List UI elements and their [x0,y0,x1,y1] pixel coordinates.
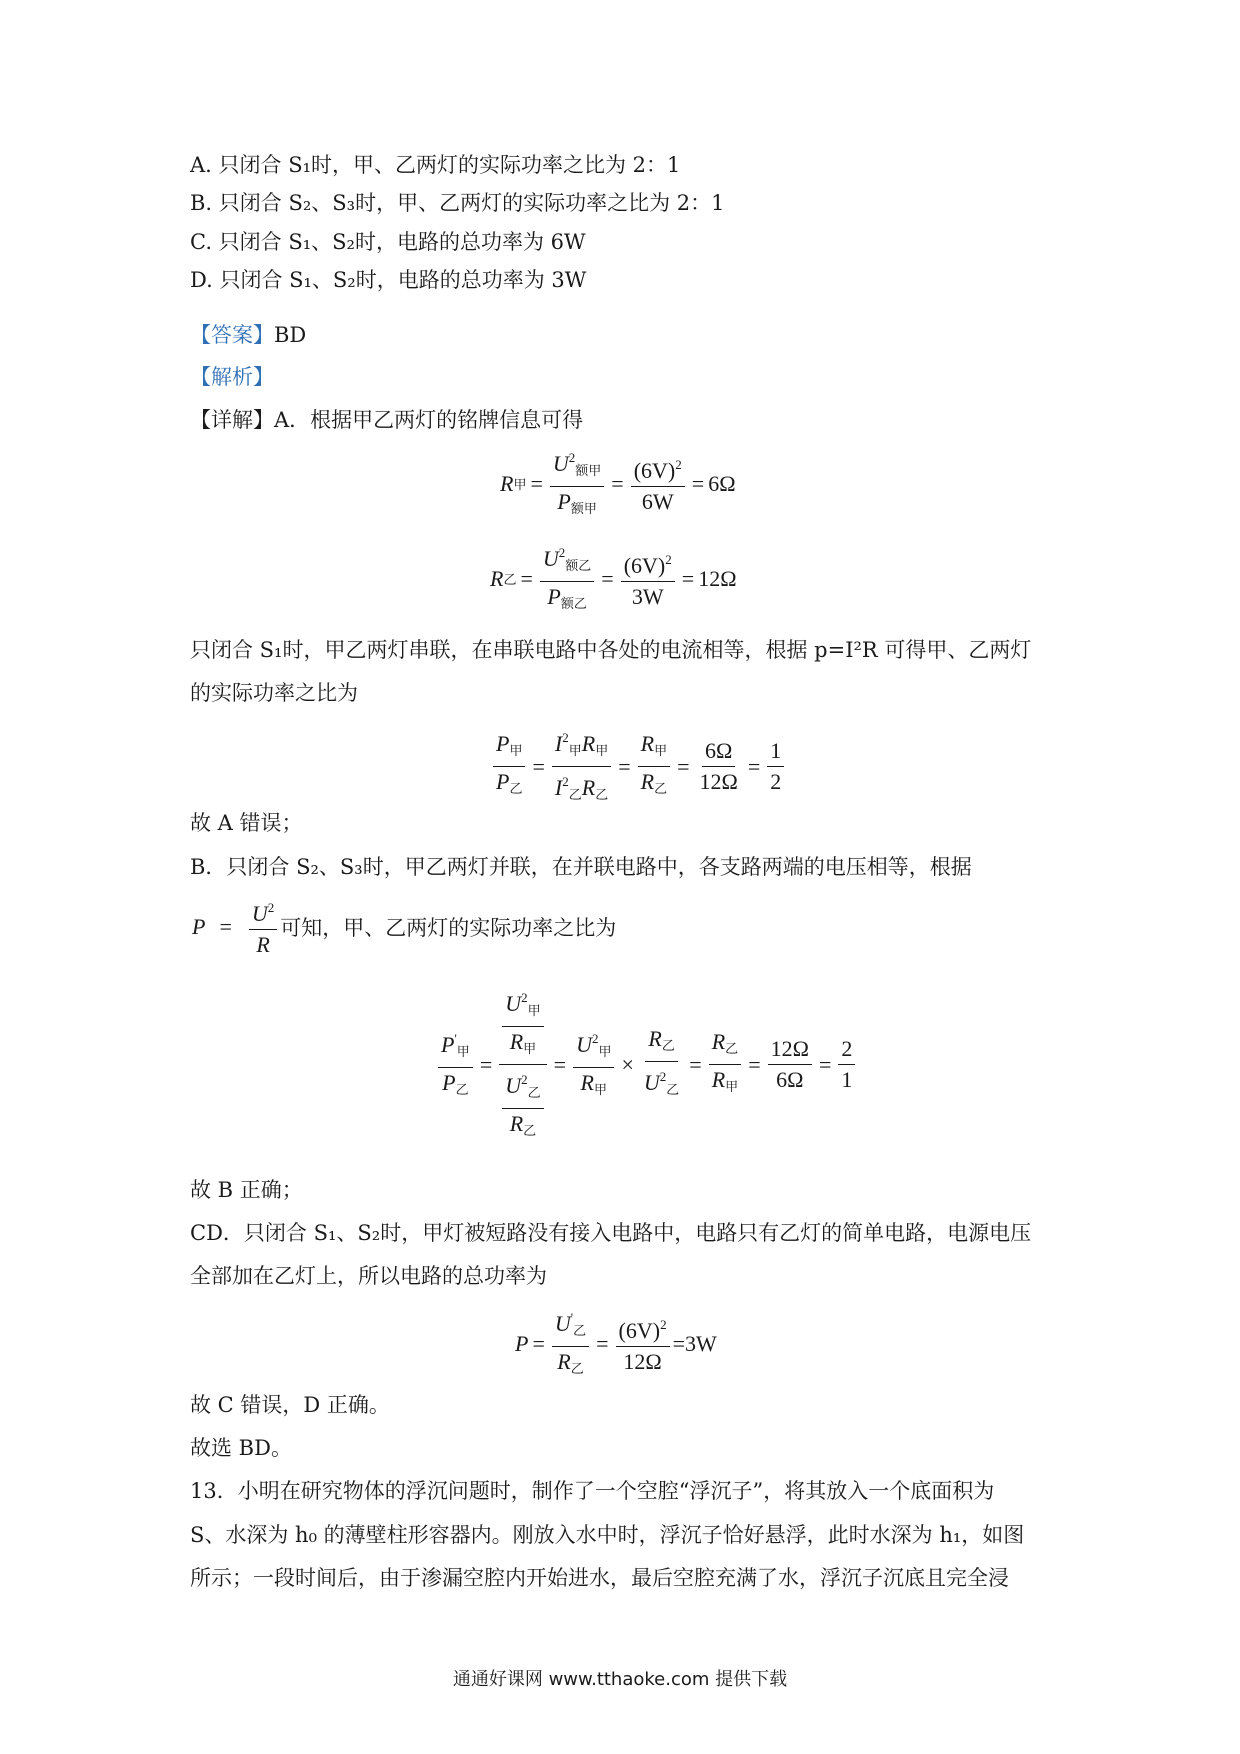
conclusion-a: 故 A 错误； [190,811,303,835]
equation-power-ratio-parallel: $\frac{P'_甲}{P_乙}$ = $\frac{\frac{U^2_甲}{R_甲}}{\frac{U^2_乙}{R_乙}}$ = $\frac{U^2_甲}{R_甲}$ × $\frac{R_乙}{U^2_乙}$ = $\frac{R_乙}{R_甲}$ = $\frac{12\Omega}{6\Omega}$ = $\frac{2}{1}$ [435,985,858,1144]
detail-line [190,405,583,435]
conclusion-cd: 故 C 错误，D 正确。 [190,1393,390,1417]
option-d: D. 只闭合 S₁、S₂时，电路的总功率为 3W [190,268,587,292]
para-b-line1: B．只闭合 S₂、S₃时，甲乙两灯并联，在并联电路中，各支路两端的电压相等，根据 [190,855,972,879]
equation-total-power: P = $\frac{U'_乙}{R_乙}$ = $\frac{(6V)^2}{12\Omega}$ =3W [515,1305,717,1382]
analysis-label: 【解析】 [190,365,274,389]
answer-value: BD [274,323,307,347]
choose-line: 故选 BD。 [190,1436,292,1460]
detail-label: 【详解】 [190,408,274,432]
para-a-line2: 的实际功率之比为 [190,681,358,705]
conclusion-b: 故 B 正确； [190,1178,303,1202]
q13-line2: S、水深为 h₀ 的薄壁柱形容器内。刚放入水中时，浮沉子恰好悬浮，此时水深为 h₁，如图 [190,1523,1025,1547]
answer-label: 【答案】 [190,323,274,347]
answer-line [190,320,306,350]
option-c: C. 只闭合 S₁、S₂时，电路的总功率为 6W [190,230,586,254]
detail-intro: A．根据甲乙两灯的铭牌信息可得 [274,408,584,432]
q13-line3: 所示；一段时间后，由于渗漏空腔内开始进水，最后空腔充满了水，浮沉子沉底且完全浸 [190,1566,1009,1590]
para-cd-line2: 全部加在乙灯上，所以电路的总功率为 [190,1264,547,1288]
option-a: A. 只闭合 S₁时，甲、乙两灯的实际功率之比为 2：1 [190,153,681,177]
q13-line1: 13．小明在研究物体的浮沉问题时，制作了一个空腔“浮沉子”，将其放入一个底面积为 [190,1479,995,1503]
footer-source: 通通好课网 www.tthaoke.com 提供下载 [452,1669,788,1690]
option-b: B. 只闭合 S₂、S₃时，甲、乙两灯的实际功率之比为 2：1 [190,191,725,215]
equation-r-yi: R 乙 = $\frac{U^2_{额乙}}{P_{额乙}}$ = $\frac{(6V)^2}{3W}$ = 12Ω [490,540,737,617]
equation-r-jia: R 甲 = $\frac{U^2_{额甲}}{P_{额甲}}$ = $\frac{(6V)^2}{6W}$ = 6Ω [500,445,736,522]
para-a-line1: 只闭合 S₁时，甲乙两灯串联，在串联电路中各处的电流相等，根据 p=I²R 可得甲、乙两灯 [190,638,1032,662]
para-b-line2-tail: 可知，甲、乙两灯的实际功率之比为 [280,915,617,940]
equation-power-ratio-series: $\frac{P_甲}{P_乙}$ = $\frac{I^2_甲R_甲}{I^2_乙R_乙}$ = $\frac{R_甲}{R_乙}$ = $\frac{6\Omega}{12\Omega}$ = $\frac{1}{2}$ [490,725,787,808]
equation-p-u2-r: P = $\frac{U^2}{R}$ 可知，甲、乙两灯的实际功率之比为 [192,895,616,958]
analysis-line [190,362,274,392]
para-cd-line1: CD．只闭合 S₁、S₂时，甲灯被短路没有接入电路中，电路只有乙灯的简单电路，电源电压 [190,1221,1032,1245]
